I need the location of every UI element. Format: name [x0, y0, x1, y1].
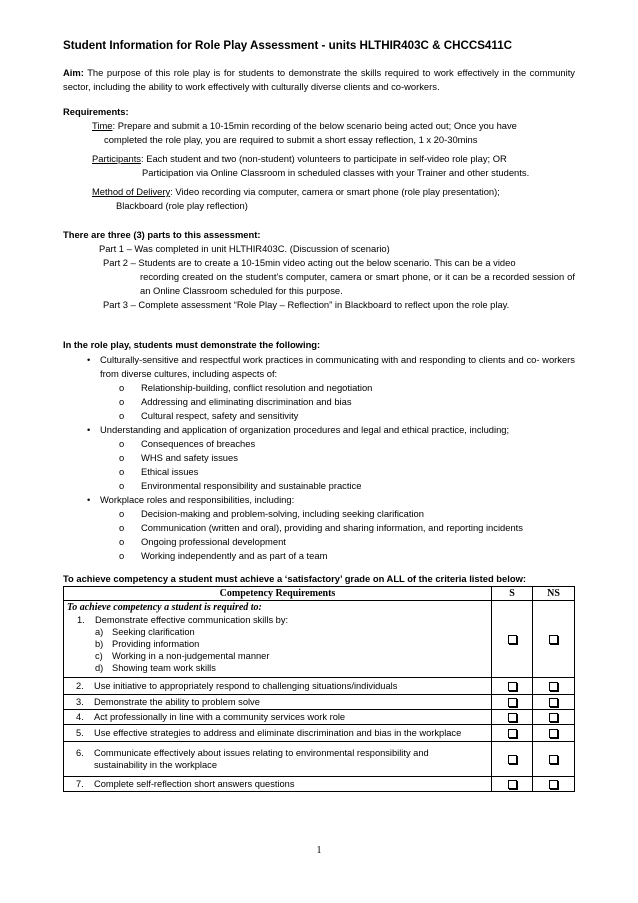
ns-cell: [533, 742, 575, 777]
ns-checkbox[interactable]: [549, 755, 558, 764]
table-row: [64, 725, 575, 742]
sub-item-text: Working independently and as part of a team: [141, 550, 328, 561]
sub-letter: a): [95, 627, 104, 637]
sub-item-text: Relationship-building, conflict resolution and negotiation: [141, 382, 373, 393]
requirement-text-cont: sustainability in the workplace: [94, 760, 217, 770]
s-cell: [492, 678, 533, 695]
bullet-item: [63, 493, 575, 563]
table-row: [64, 695, 575, 710]
requirement-text: Use initiative to appropriately respond to challenging situations/individuals: [94, 681, 398, 691]
sub-item: [63, 479, 575, 493]
s-cell: [492, 695, 533, 710]
sub-item-text: Communication (written and oral), providing and sharing information, and reporting incidents: [141, 522, 523, 533]
part-2: [103, 256, 575, 298]
requirement-cell: [64, 601, 492, 678]
ns-checkbox[interactable]: [549, 713, 558, 722]
part-2-line1: Part 2 – Students are to create a 10-15min video acting out the below scenario. This can be a video: [103, 257, 516, 268]
sub-item: [63, 507, 575, 521]
requirement-cell: [64, 777, 492, 792]
sub-item-text: Cultural respect, safety and sensitivity: [141, 410, 299, 421]
requirement-text: Act professionally in line with a community services work role: [94, 712, 346, 722]
requirement-cell: [64, 710, 492, 725]
sub-glyph: o: [119, 396, 125, 407]
document-page: [63, 38, 575, 792]
aim-label: Aim:: [63, 67, 84, 78]
requirement-text: Complete self-reflection short answers questions: [94, 779, 295, 789]
bullet-glyph: •: [87, 424, 91, 435]
s-cell: [492, 601, 533, 678]
sub-requirement-text: Working in a non-judgemental manner: [112, 651, 270, 661]
sub-item-text: Environmental responsibility and sustainable practice: [141, 480, 362, 491]
table-row: [64, 742, 575, 777]
sub-item-text: Decision-making and problem-solving, including seeking clarification: [141, 508, 424, 519]
sub-list: [100, 437, 575, 493]
col-header-s: S: [492, 587, 533, 601]
sub-requirement-text: Providing information: [112, 639, 200, 649]
sub-item: [63, 409, 575, 423]
requirement-1: [67, 614, 488, 626]
ns-cell: [533, 777, 575, 792]
sub-requirement: [95, 650, 488, 662]
s-cell: [492, 742, 533, 777]
time-text: : Prepare and submit a 10-15min recording of the below scenario being acted out; Once you have: [112, 120, 517, 131]
requirement-text: Demonstrate effective communication skills by:: [95, 615, 289, 625]
sub-item: [63, 521, 575, 535]
table-row: [64, 710, 575, 725]
ns-cell: [533, 725, 575, 742]
requirement-text: Demonstrate the ability to problem solve: [94, 697, 260, 707]
participants-text: : Each student and two (non-student) volunteers to participate in self-video role play; OR: [140, 153, 507, 164]
sub-glyph: o: [119, 382, 125, 393]
sub-requirement: [95, 626, 488, 638]
sub-item-text: Ethical issues: [141, 466, 199, 477]
requirement-number: 2.: [76, 681, 84, 691]
requirement-participants: [92, 152, 575, 180]
sub-glyph: o: [119, 438, 125, 449]
requirement-number: 7.: [76, 779, 84, 789]
sub-item: [63, 535, 575, 549]
part-1: Part 1 – Was completed in unit HLTHIR403C. (Discussion of scenario): [99, 243, 390, 254]
s-cell: [492, 725, 533, 742]
bullet-text: Workplace roles and responsibilities, including:: [100, 494, 295, 505]
requirement-delivery: [92, 185, 575, 213]
sub-glyph: o: [119, 466, 125, 477]
sub-item-text: Consequences of breaches: [141, 438, 256, 449]
ns-checkbox[interactable]: [549, 780, 558, 789]
s-checkbox[interactable]: [508, 713, 517, 722]
competency-table: [63, 586, 575, 792]
requirement-time: [92, 119, 575, 147]
requirement-cell: [64, 695, 492, 710]
sub-item: [63, 381, 575, 395]
page-number: 1: [316, 845, 322, 856]
part-3: Part 3 – Complete assessment “Role Play – Reflection” in Blackboard to reflect upon the role play.: [103, 299, 510, 310]
requirement-cell: [64, 678, 492, 695]
col-header-requirements: Competency Requirements: [64, 587, 492, 601]
bullet-item: [63, 353, 575, 423]
sub-item-text: Ongoing professional development: [141, 536, 286, 547]
sub-item: [63, 395, 575, 409]
delivery-text: : Video recording via computer, camera or smart phone (role play presentation);: [170, 186, 500, 197]
s-checkbox[interactable]: [508, 780, 517, 789]
requirement-number: 6.: [76, 748, 84, 758]
requirement-cell: [64, 742, 492, 777]
bullet-glyph: •: [87, 354, 91, 365]
sub-glyph: o: [119, 536, 125, 547]
s-checkbox[interactable]: [508, 755, 517, 764]
sub-requirement-text: Seeking clarification: [112, 627, 195, 637]
document-title: Student Information for Role Play Assessment - units HLTHIR403C & CHCCS411C: [63, 39, 513, 52]
sub-item: [63, 549, 575, 563]
col-header-ns: NS: [533, 587, 575, 601]
ns-cell: [533, 695, 575, 710]
s-checkbox[interactable]: [508, 698, 517, 707]
sub-item-text: Addressing and eliminating discrimination and bias: [141, 396, 352, 407]
s-checkbox[interactable]: [508, 635, 517, 644]
requirement-number: 3.: [76, 697, 84, 707]
sub-glyph: o: [119, 452, 125, 463]
requirement-1-sublist: [67, 626, 488, 674]
sub-item: [63, 451, 575, 465]
parts-heading: There are three (3) parts to this assessment:: [63, 229, 261, 240]
table-header-row: [64, 587, 575, 601]
delivery-text-cont: Blackboard (role play reflection): [116, 200, 248, 211]
sub-list: [100, 381, 575, 423]
demonstrate-list: [63, 353, 575, 563]
bullet-text: Understanding and application of organization procedures and legal and ethical practice, including;: [100, 424, 510, 435]
bullet-glyph: •: [87, 494, 91, 505]
participants-text-cont: Participation via Online Classroom in scheduled classes with your Trainer and other students.: [142, 167, 530, 178]
requirements-heading: Requirements:: [63, 106, 129, 117]
sub-glyph: o: [119, 522, 125, 533]
s-cell: [492, 710, 533, 725]
aim-text: The purpose of this role play is for students to demonstrate the skills required to work effectively in the community sector, including the ability to work effectively with culturally diverse clients and co-workers.: [63, 67, 575, 92]
ns-checkbox[interactable]: [549, 682, 558, 691]
sub-item: [63, 437, 575, 451]
sub-glyph: o: [119, 508, 125, 519]
sub-glyph: o: [119, 550, 125, 561]
time-text-cont: completed the role play, you are required to submit a short essay reflection, 1 x 20-30mins: [104, 134, 478, 145]
sub-glyph: o: [119, 480, 125, 491]
table-row: [64, 601, 575, 678]
ns-cell: [533, 601, 575, 678]
sub-glyph: o: [119, 410, 125, 421]
aim-paragraph: [63, 66, 575, 94]
ns-checkbox[interactable]: [549, 698, 558, 707]
bullet-text: Culturally-sensitive and respectful work practices in communicating with and responding to clients and co- workers from diverse cultures, including aspects of:: [100, 354, 575, 379]
bullet-item: [63, 423, 575, 493]
table-lead-text: To achieve competency a student is required to:: [67, 602, 262, 613]
sub-item-text: WHS and safety issues: [141, 452, 238, 463]
sub-letter: c): [95, 651, 103, 661]
participants-label: Participants: [92, 153, 141, 164]
sub-requirement: [95, 638, 488, 650]
competency-heading: To achieve competency a student must achieve a ‘satisfactory’ grade on ALL of the criteria listed below:: [63, 573, 526, 584]
s-cell: [492, 777, 533, 792]
part-2-line2: recording created on the student’s computer, camera or smart phone, or it can be a recorded session of an Online Classroom scheduled for this purpose.: [140, 271, 575, 296]
sub-item: [63, 465, 575, 479]
ns-cell: [533, 678, 575, 695]
requirement-number: 1.: [77, 615, 85, 625]
table-row: [64, 678, 575, 695]
requirement-number: 4.: [76, 712, 84, 722]
requirement-number: 5.: [76, 728, 84, 738]
demonstrate-heading: In the role play, students must demonstrate the following:: [63, 339, 321, 350]
sub-requirement-text: Showing team work skills: [112, 663, 216, 673]
sub-letter: b): [95, 639, 104, 649]
sub-letter: d): [95, 663, 104, 673]
s-checkbox[interactable]: [508, 682, 517, 691]
sub-list: [100, 507, 575, 563]
sub-requirement: [95, 662, 488, 674]
delivery-label: Method of Delivery: [92, 186, 171, 197]
ns-cell: [533, 710, 575, 725]
requirement-text: Communicate effectively about issues relating to environmental responsibility and: [94, 748, 429, 758]
s-checkbox[interactable]: [508, 729, 517, 738]
ns-checkbox[interactable]: [549, 729, 558, 738]
table-row: [64, 777, 575, 792]
ns-checkbox[interactable]: [549, 635, 558, 644]
time-label: Time: [92, 120, 113, 131]
requirement-cell: [64, 725, 492, 742]
requirement-text: Use effective strategies to address and eliminate discrimination and bias in the workplace: [94, 728, 462, 738]
